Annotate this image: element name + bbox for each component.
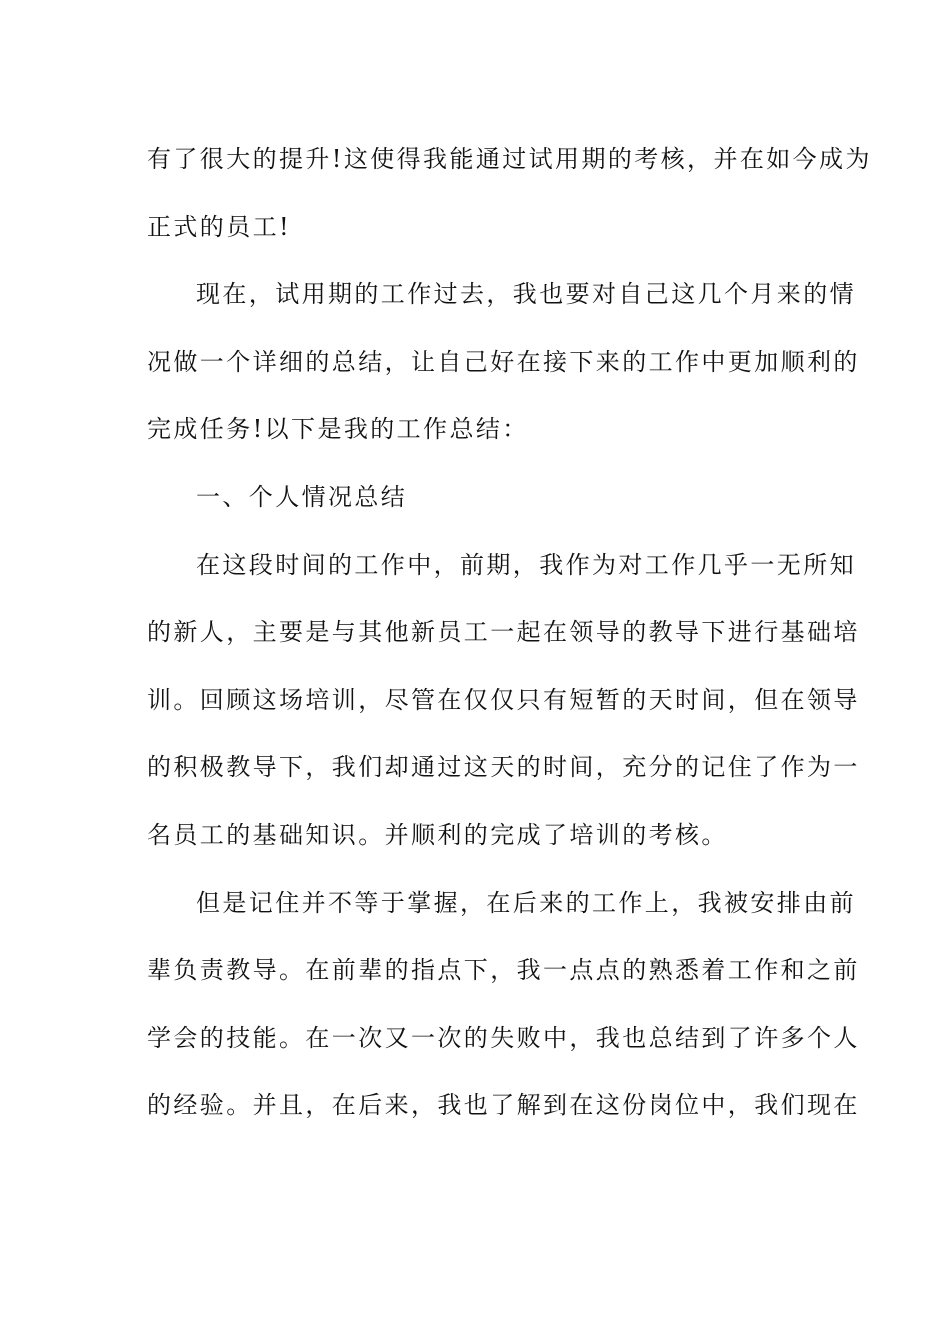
body-text (147, 132, 872, 1146)
text-line: 的积极教导下，我们却通过这天的时间，充分的记住了作为一 (147, 753, 860, 782)
paragraph-start-line: 但是记住并不等于掌握，在后来的工作上，我被安排由前 (196, 888, 856, 917)
text-line: 正式的员工! (147, 212, 292, 241)
paragraph-start-line: 在这段时间的工作中，前期，我作为对工作几乎一无所知 (196, 550, 856, 579)
text-line: 名员工的基础知识。并顺利的完成了培训的考核。 (147, 820, 728, 849)
text-line: 完成任务!以下是我的工作总结： (147, 415, 529, 444)
text-line: 训。回顾这场培训，尽管在仅仅只有短暂的天时间，但在领导 (147, 685, 860, 714)
text-line: 的新人，主要是与其他新员工一起在领导的教导下进行基础培 (147, 618, 860, 647)
text-line: 况做一个详细的总结，让自己好在接下来的工作中更加顺利的 (147, 347, 860, 376)
text-line: 学会的技能。在一次又一次的失败中，我也总结到了许多个人 (147, 1023, 860, 1052)
text-line: 辈负责教导。在前辈的指点下，我一点点的熟悉着工作和之前 (147, 956, 860, 985)
paragraph-start-line: 现在，试用期的工作过去，我也要对自己这几个月来的情 (196, 280, 856, 309)
text-line: 的经验。并且，在后来，我也了解到在这份岗位中，我们现在 (147, 1091, 860, 1120)
section-heading: 一、个人情况总结 (196, 482, 408, 511)
text-line: 有了很大的提升!这使得我能通过试用期的考核，并在如今成为 (147, 145, 872, 173)
